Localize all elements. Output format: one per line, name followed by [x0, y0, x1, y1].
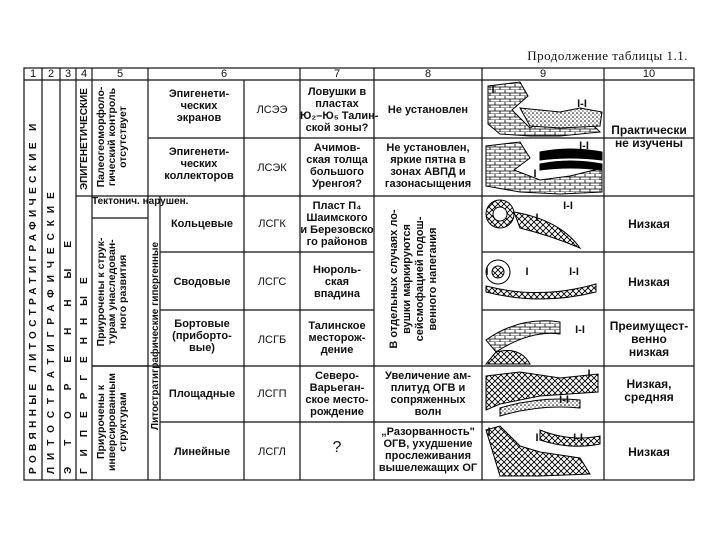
row7-code: ЛСГЛ [258, 446, 286, 458]
col5-paleogeomorph-label: Палеогеоморфоло- гический контроль отсутствует [95, 86, 129, 188]
row1-name: Эпигенети- ческих экранов [168, 88, 230, 124]
row2-code: ЛСЭК [257, 162, 287, 174]
fig4-label-ii: I-I [569, 266, 579, 278]
row3-code: ЛСГК [258, 218, 286, 230]
fig6-label-i: I [587, 368, 591, 380]
header-col-4: 4 [80, 68, 88, 80]
col5-tectonic-note: Тектонич. нарушен. [92, 196, 189, 207]
fig3-label-i: I [535, 212, 539, 224]
row5-code: ЛСГБ [257, 334, 287, 346]
header-col-6: 6 [220, 68, 228, 80]
row1-code: ЛСЭЭ [256, 104, 288, 116]
fig2-label-i: I [533, 168, 537, 180]
row5-example: Талинское месторож- дение [308, 320, 366, 356]
col5-inherited-label: Приурочены к струк- турам унаследован- ного развития [95, 237, 129, 347]
row12-assessment: Практически не изучены [611, 123, 687, 150]
col1-vertical-label: РОВЯННЫЕ ЛИТОСТРАТИГРАФИЧЕСКИЕ И [28, 119, 39, 474]
row2-example: Ачимов- ская толща большого Уренгоя? [306, 142, 368, 190]
row7-assessment: Низкая [628, 445, 670, 459]
row4-name: Сводовые [173, 276, 231, 288]
fig4-label-i-left: I [485, 266, 489, 278]
row2-name: Эпигенети- ческих коллекторов [164, 146, 234, 182]
row6-assessment: Низкая, средняя [624, 377, 674, 404]
row7-seismic: „Разорванность" ОГВ, ухудшение прослеживания вышележащих ОГ [378, 426, 478, 474]
col6-group-label: Литостратиграфические гипергенные [150, 241, 161, 431]
row4-assessment: Низкая [628, 275, 670, 289]
header-col-7: 7 [333, 68, 341, 80]
header-col-2: 2 [47, 68, 55, 80]
header-col-5: 5 [116, 68, 124, 80]
header-col-10: 10 [642, 68, 656, 80]
row2-seismic: Не установлен, яркие пятна в зонах АВПД и газонасыщения [384, 142, 472, 190]
fig7-label-i: I [535, 432, 539, 444]
col3-vertical-label: ЭТОРЕННЫЕ [63, 220, 74, 474]
row3-assessment: Низкая [628, 217, 670, 231]
fig5-label-ii: I-I [575, 324, 585, 336]
table-caption: Продолжение таблицы 1.1. [527, 48, 688, 63]
row1-seismic: Не установлен [387, 104, 469, 116]
row7-name: Линейные [173, 446, 231, 458]
row6-example: Северо- Варьеган- ское место- рождение [305, 370, 369, 418]
fig7-label-ii: I-I [573, 432, 583, 444]
fig1-label-ii: I-I [577, 98, 587, 110]
row7-example: ? [332, 439, 342, 456]
col4-hypergene-label: ГИПЕРГЕННЫЕ [79, 265, 90, 474]
row4-code: ЛСГС [257, 276, 287, 288]
header-col-1: 1 [29, 68, 37, 80]
header-col-3: 3 [64, 68, 72, 80]
fig3-label-ii: I-I [563, 200, 573, 212]
fig1-label-i: I [491, 84, 495, 96]
fig2-label-ii: I-I [579, 140, 589, 152]
col4-epigenetic-label: ЭПИГЕНЕТИЧЕСКИЕ [79, 88, 90, 190]
fig4-label-i: I [525, 266, 529, 278]
row6-name: Площадные [168, 388, 236, 400]
col2-vertical-label: ЛИТОСТРАТИГРАФИЧЕСКИЕ [46, 185, 57, 474]
col8-merged-note: В отдельных случаях ло- вушки маркируются сейсмофацией подош- венного напегания [388, 209, 439, 349]
col5-inverted-label: Приурочены к инверсированным структурам [95, 372, 129, 472]
header-col-8: 8 [424, 68, 432, 80]
fig6-label-ii: I-I [559, 394, 569, 406]
row6-code: ЛСГП [257, 388, 287, 400]
header-col-9: 9 [539, 68, 547, 80]
row1-example: Ловушки в пластах Ю₂–Ю₅ Талин- ской зоны? [300, 86, 379, 134]
row3-example: Пласт П₄ Шаимского и Березовско го районов [300, 200, 374, 248]
row5-assessment: Преимущест- венно низкая [609, 319, 689, 359]
figure-row6 [486, 372, 598, 416]
row6-seismic: Увеличение ам- плитуд ОГВ и сопряженных волн [385, 370, 471, 418]
row3-name: Кольцевые [170, 218, 234, 230]
row4-example: Нюроль- ская впадина [313, 264, 361, 300]
row5-name: Бортовые (прибортo- вые) [172, 318, 232, 354]
figure-row5 [486, 321, 560, 364]
fig7-label-i-left: I [487, 426, 491, 438]
